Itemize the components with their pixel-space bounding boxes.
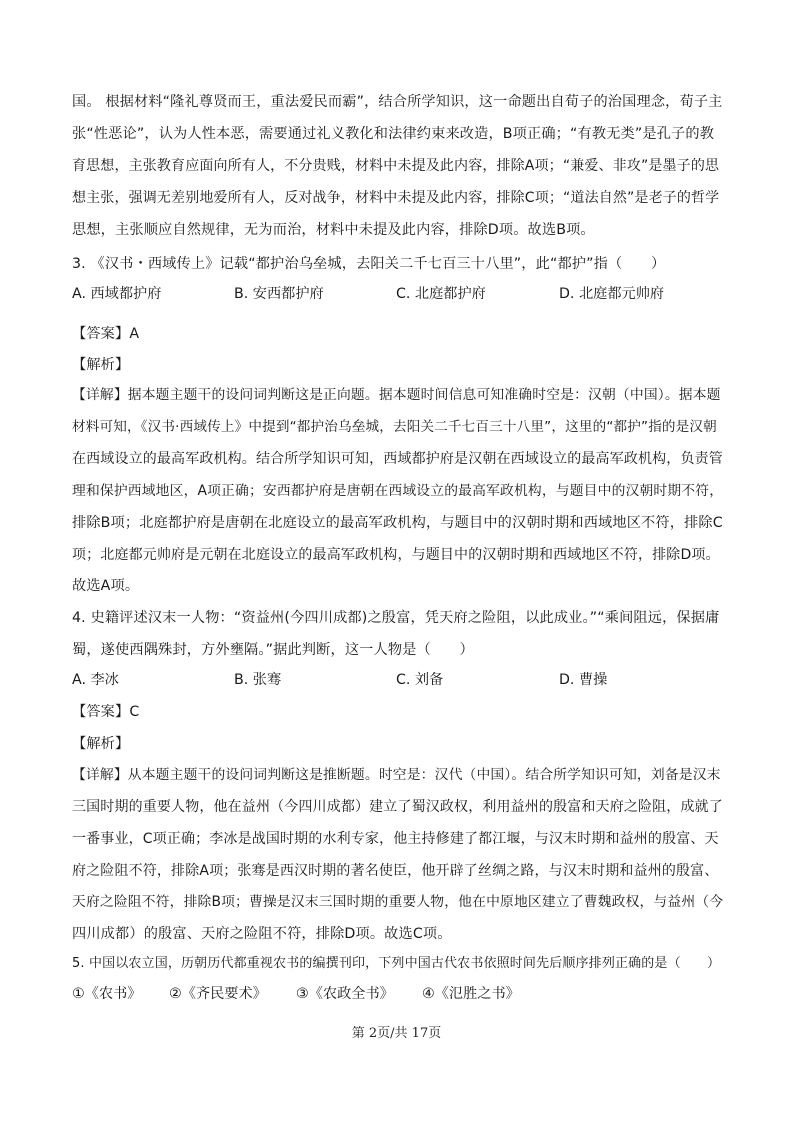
q4-stem-line-1: 4. 史籍评述汉末一人物：“资益州(今四川成都)之殷富，凭天府之险阻，以此成业。”“乘间阻远，保据庸 — [72, 610, 720, 626]
q4-detail-line-2: 三国时期的重要人物，他在益州（今四川成都）建立了蜀汉政权，利用益州的殷富和天府之险阻，成就了 — [72, 799, 723, 815]
page-footer: 第 2页/共 17页 — [351, 1026, 442, 1041]
q3-detail-line-6: 项；北庭都元帅府是元朝在北庭设立的最高军政机构，与题目中的汉朝时期和西域地区不符，排除D项。 — [72, 547, 720, 563]
q4-option-a: A. 李冰 — [72, 672, 119, 688]
q4-analysis-label: 【解析】 — [72, 736, 130, 752]
q3-detail-line-7: 故选A项。 — [72, 578, 140, 594]
q4-detail-line-1: 【详解】从本题主题干的设问词判断这是推断题。时空是：汉代（中国）。结合所学知识可知，刘备是汉末 — [72, 767, 721, 783]
q3-option-c: C. 北庭都护府 — [396, 286, 486, 302]
q2-analysis-line-5: 思想，主张顺应自然规律，无为而治，材料中未提及此内容，排除D项。故选B项。 — [72, 222, 595, 238]
q2-analysis-line-1: 国。 根据材料“隆礼尊贤而王，重法爱民而霸”，结合所学知识，这一命题出自荀子的治国理念，荀子主 — [72, 94, 723, 110]
q3-detail-line-4: 理和保护西域地区，A项正确；安西都护府是唐朝在西域设立的最高军政机构，与题目中的汉朝时期不符， — [72, 483, 724, 499]
q5-item-1: ①《农书》 — [72, 986, 142, 1002]
q3-option-a: A. 西域都护府 — [72, 286, 162, 302]
q4-detail-line-5: 天府之险阻不符，排除B项；曹操是汉末三国时期的重要人物，他在中原地区建立了曹魏政权，与益州（今 — [72, 894, 724, 910]
q3-analysis-label: 【解析】 — [72, 357, 130, 373]
q3-stem: 3. 《汉书・西域传上》记载“都护治乌垒城，去阳关二千七百三十八里”，此“都护”指（ ） — [72, 256, 666, 272]
q4-detail-line-6: 四川成都）的殷富、天府之险阻不符，排除D项。故选C项。 — [72, 926, 452, 942]
q3-answer: 【答案】A — [72, 326, 140, 342]
q3-detail-line-1: 【详解】据本题主题干的设问词判断这是正向题。据本题时间信息可知准确时空是：汉朝（中国）。据本题 — [72, 387, 721, 403]
q4-detail-line-3: 一番事业，C项正确；李冰是战国时期的水利专家，他主持修建了都江堰，与汉末时期和益州的殷富、天 — [72, 831, 719, 847]
q2-analysis-line-4: 想主张，强调无差别地爱所有人，反对战争，材料中未提及此内容，排除C项；“道法自然”是老子的哲学 — [72, 190, 720, 206]
q4-option-b: B. 张骞 — [234, 672, 282, 688]
q4-answer: 【答案】C — [72, 704, 140, 720]
q3-option-b: B. 安西都护府 — [234, 286, 324, 302]
q5-item-4: ④《氾胜之书》 — [422, 986, 520, 1002]
q5-item-2: ②《齐民要术》 — [169, 986, 267, 1002]
q4-option-d: D. 曹操 — [559, 672, 608, 688]
q3-option-d: D. 北庭都元帅府 — [559, 286, 665, 302]
q3-detail-line-3: 在西域设立的最高军政机构。结合所学知识可知，西域都护府是汉朝在西域设立的最高军政机构，负责管 — [72, 451, 723, 467]
q5-stem: 5. 中国以农立国，历朝历代都重视农书的编撰刊印，下列中国古代农书依照时间先后顺序排列正确的是（ ） — [72, 956, 721, 971]
q2-analysis-line-2: 张“性恶论”，认为人性本恶，需要通过礼义教化和法律约束来改造，B项正确；“有教无类”是孔子的教 — [72, 126, 715, 142]
q3-detail-line-5: 排除B项；北庭都护府是唐朝在北庭设立的最高军政机构，与题目中的汉朝时期和西域地区不符，排除C — [72, 515, 723, 531]
q4-stem-line-2: 蜀，遂使西隅殊封，方外壅隔。”据此判断，这一人物是（ ） — [72, 642, 474, 658]
q2-analysis-line-3: 育思想，主张教育应面向所有人，不分贵贱，材料中未提及此内容，排除A项；“兼爱、非攻”是墨子的思 — [72, 158, 720, 174]
q4-option-c: C. 刘备 — [396, 672, 444, 688]
q5-item-3: ③《农政全书》 — [296, 986, 394, 1002]
q4-detail-line-4: 府之险阻不符，排除A项；张骞是西汉时期的著名使臣，他开辟了丝绸之路，与汉末时期和益州的殷富、 — [72, 863, 719, 879]
q3-detail-line-2: 材料可知，《汉书·西域传上》中提到“都护治乌垒城，去阳关二千七百三十八里”，这里的“都护”指的是汉朝 — [72, 419, 717, 435]
